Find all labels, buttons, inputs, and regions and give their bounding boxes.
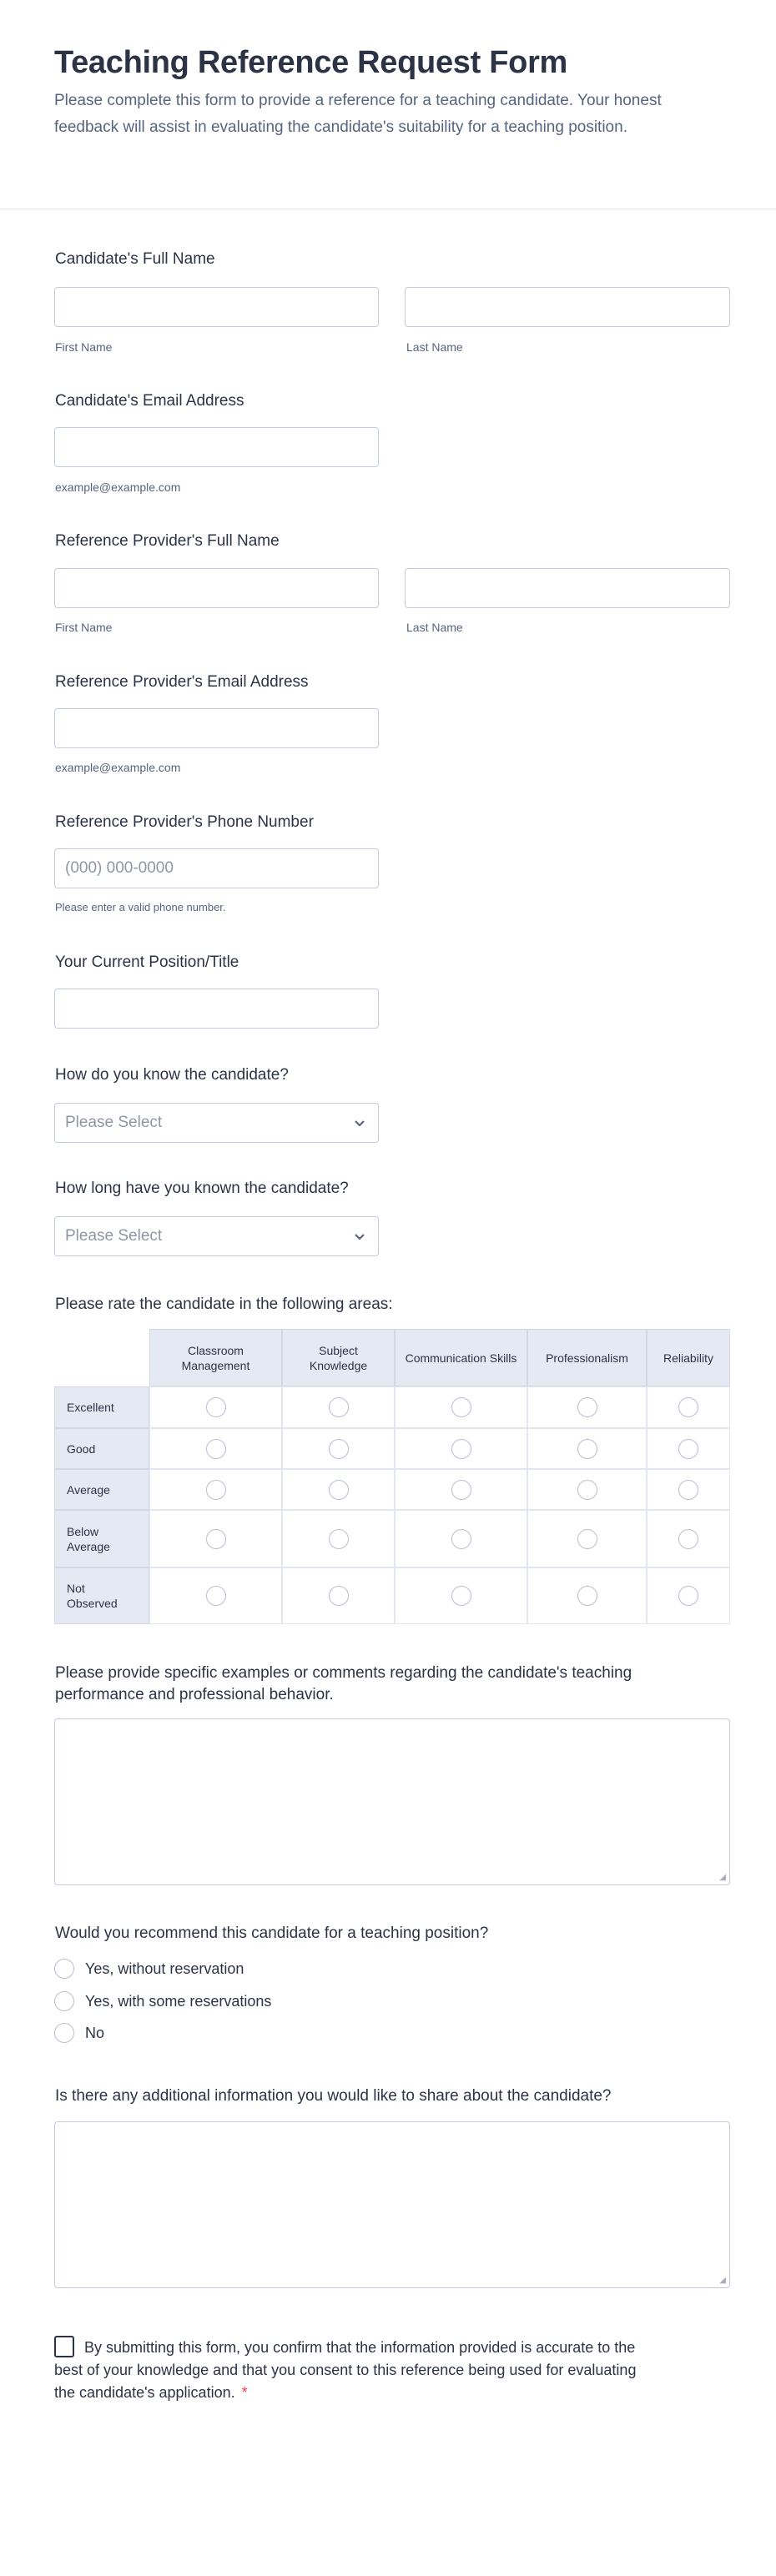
radio-button[interactable] [54, 2023, 74, 2043]
how-long-label: How long have you known the candidate? [55, 1180, 349, 1197]
matrix-radio-button[interactable] [206, 1529, 226, 1549]
matrix-radio-button[interactable] [329, 1529, 349, 1549]
matrix-cell [395, 1567, 527, 1624]
phone-placeholder: (000) 000-0000 [65, 859, 174, 877]
matrix-cell [282, 1386, 395, 1428]
ref-first-name-input[interactable] [54, 568, 379, 608]
matrix-column-header: Professionalism [527, 1329, 647, 1386]
ref-phone-label: Reference Provider's Phone Number [55, 813, 314, 831]
candidate-last-name-input[interactable] [405, 287, 730, 327]
matrix-column-header: Reliability [647, 1329, 730, 1386]
matrix-radio-button[interactable] [329, 1480, 349, 1500]
last-name-sublabel: Last Name [406, 340, 463, 354]
matrix-row-label: Excellent [54, 1386, 149, 1428]
rating-matrix [54, 1329, 730, 1624]
page-description: Please complete this form to provide a reference for a teaching candidate. Your honest feedback will assist in evaluating the candidate's suitability for a teaching position. [54, 92, 662, 136]
rating-label: Please rate the candidate in the following areas: [55, 1296, 393, 1313]
email-hint: example@example.com [55, 761, 181, 774]
matrix-radio-button[interactable] [206, 1480, 226, 1500]
first-name-sublabel: First Name [55, 340, 113, 354]
matrix-cell [395, 1510, 527, 1567]
matrix-cell [527, 1567, 647, 1624]
matrix-column-header: Classroom Management [149, 1329, 282, 1386]
required-asterisk: * [241, 2384, 248, 2401]
matrix-cell [282, 1469, 395, 1510]
select-value: Please Select [65, 1114, 163, 1131]
comments-textarea[interactable] [54, 1718, 730, 1885]
how-know-label: How do you know the candidate? [55, 1066, 289, 1084]
matrix-radio-button[interactable] [206, 1586, 226, 1606]
matrix-cell [647, 1567, 730, 1624]
matrix-row-label: Good [54, 1428, 149, 1469]
matrix-radio-button[interactable] [577, 1439, 597, 1459]
candidate-email-input[interactable] [54, 427, 379, 467]
matrix-radio-button[interactable] [678, 1397, 698, 1417]
matrix-radio-button[interactable] [206, 1397, 226, 1417]
matrix-cell [647, 1469, 730, 1510]
candidate-first-name-input[interactable] [54, 287, 379, 327]
matrix-radio-button[interactable] [577, 1529, 597, 1549]
page-title: Teaching Reference Request Form [54, 45, 568, 80]
consent-field [54, 2336, 638, 2404]
matrix-radio-button[interactable] [329, 1397, 349, 1417]
matrix-radio-button[interactable] [451, 1439, 471, 1459]
matrix-cell [395, 1386, 527, 1428]
first-name-sublabel: First Name [55, 621, 113, 634]
recommend-label: Would you recommend this candidate for a teaching position? [55, 1924, 489, 1942]
option-label: Yes, with some reservations [85, 1992, 272, 2010]
option-label: Yes, without reservation [85, 1960, 244, 1977]
matrix-radio-button[interactable] [206, 1439, 226, 1459]
consent-text: By submitting this form, you confirm that the information provided is accurate to the best of your knowledge and that you consent to this reference being used for evaluating the candidate's application. [54, 2339, 637, 2401]
matrix-column-header: Communication Skills [395, 1329, 527, 1386]
matrix-radio-button[interactable] [678, 1480, 698, 1500]
last-name-sublabel: Last Name [406, 621, 463, 634]
option-label: No [85, 2024, 105, 2041]
matrix-cell [395, 1469, 527, 1510]
matrix-cell [527, 1428, 647, 1469]
additional-label: Is there any additional information you would like to share about the candidate? [55, 2087, 612, 2105]
position-label: Your Current Position/Title [55, 953, 239, 971]
recommend-option[interactable] [54, 1959, 244, 1979]
matrix-row-label: Not Observed [54, 1567, 149, 1624]
ref-name-label: Reference Provider's Full Name [55, 532, 280, 550]
ref-phone-input[interactable] [54, 848, 379, 888]
additional-textarea[interactable] [54, 2121, 730, 2288]
matrix-cell [282, 1510, 395, 1567]
candidate-email-label: Candidate's Email Address [55, 392, 244, 410]
select-value: Please Select [65, 1227, 163, 1245]
matrix-cell [527, 1469, 647, 1510]
matrix-radio-button[interactable] [451, 1586, 471, 1606]
matrix-cell [647, 1428, 730, 1469]
matrix-cell [149, 1386, 282, 1428]
matrix-radio-button[interactable] [577, 1397, 597, 1417]
position-input[interactable] [54, 989, 379, 1029]
matrix-cell [527, 1510, 647, 1567]
ref-email-label: Reference Provider's Email Address [55, 673, 309, 691]
how-long-select[interactable] [54, 1216, 379, 1256]
candidate-name-label: Candidate's Full Name [55, 250, 215, 268]
matrix-row-label: Below Average [54, 1510, 149, 1567]
chevron-down-icon [351, 1228, 368, 1245]
matrix-radio-button[interactable] [678, 1586, 698, 1606]
matrix-cell [282, 1428, 395, 1469]
matrix-cell [395, 1428, 527, 1469]
recommend-option[interactable] [54, 1991, 271, 2011]
matrix-radio-button[interactable] [678, 1529, 698, 1549]
phone-hint: Please enter a valid phone number. [55, 901, 226, 913]
ref-email-input[interactable] [54, 708, 379, 748]
radio-button[interactable] [54, 1991, 74, 2011]
matrix-cell [149, 1567, 282, 1624]
how-know-select[interactable] [54, 1103, 379, 1143]
matrix-radio-button[interactable] [329, 1439, 349, 1459]
email-hint: example@example.com [55, 480, 181, 494]
matrix-radio-button[interactable] [329, 1586, 349, 1606]
ref-last-name-input[interactable] [405, 568, 730, 608]
matrix-radio-button[interactable] [451, 1529, 471, 1549]
matrix-radio-button[interactable] [577, 1586, 597, 1606]
comments-label: Please provide specific examples or comments regarding the candidate's teaching performance and professional behavior. [55, 1664, 632, 1703]
matrix-cell [647, 1510, 730, 1567]
matrix-cell [647, 1386, 730, 1428]
resize-grip-icon[interactable]: ◢ [719, 1873, 726, 1882]
chevron-down-icon [351, 1114, 368, 1131]
radio-button[interactable] [54, 1959, 74, 1979]
matrix-cell [527, 1386, 647, 1428]
recommend-option[interactable] [54, 2023, 104, 2043]
matrix-row-label: Average [54, 1469, 149, 1510]
matrix-radio-button[interactable] [451, 1480, 471, 1500]
matrix-radio-button[interactable] [577, 1480, 597, 1500]
consent-checkbox[interactable] [54, 2336, 74, 2357]
matrix-column-header: Subject Knowledge [282, 1329, 395, 1386]
matrix-cell [149, 1510, 282, 1567]
matrix-cell [282, 1567, 395, 1624]
matrix-radio-button[interactable] [678, 1439, 698, 1459]
matrix-cell [149, 1469, 282, 1510]
matrix-cell [149, 1428, 282, 1469]
resize-grip-icon[interactable]: ◢ [719, 2276, 726, 2285]
matrix-radio-button[interactable] [451, 1397, 471, 1417]
